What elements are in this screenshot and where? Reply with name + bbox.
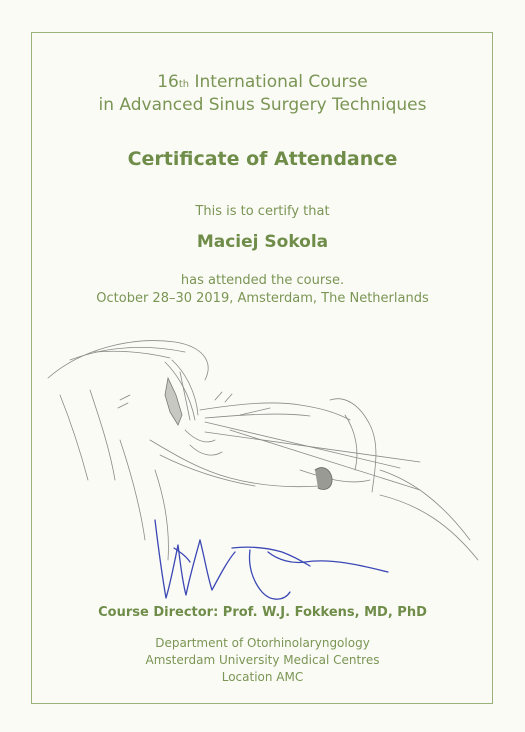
date-location: October 28–30 2019, Amsterdam, The Netherlands — [96, 291, 429, 306]
certify-text: This is to certify that — [195, 204, 330, 219]
signature-drawing — [155, 520, 388, 599]
recipient-name: Maciej Sokola — [196, 232, 329, 252]
course-title-rest: International Course — [189, 72, 368, 92]
course-number-suffix: th — [178, 79, 190, 90]
attended-text: has attended the course. — [180, 273, 345, 288]
certificate-title: Certificate of Attendance — [127, 148, 398, 170]
course-number: 16 — [157, 72, 179, 92]
course-director: Course Director: Prof. W.J. Fokkens, MD, PhD — [98, 605, 427, 620]
department: Department of Otorhinolaryngology — [155, 636, 370, 650]
course-title-line-1 — [0, 71, 525, 96]
course-title-line-2: in Advanced Sinus Surgery Techniques — [98, 95, 427, 115]
location: Location AMC — [221, 670, 304, 684]
university: Amsterdam University Medical Centres — [145, 653, 380, 667]
